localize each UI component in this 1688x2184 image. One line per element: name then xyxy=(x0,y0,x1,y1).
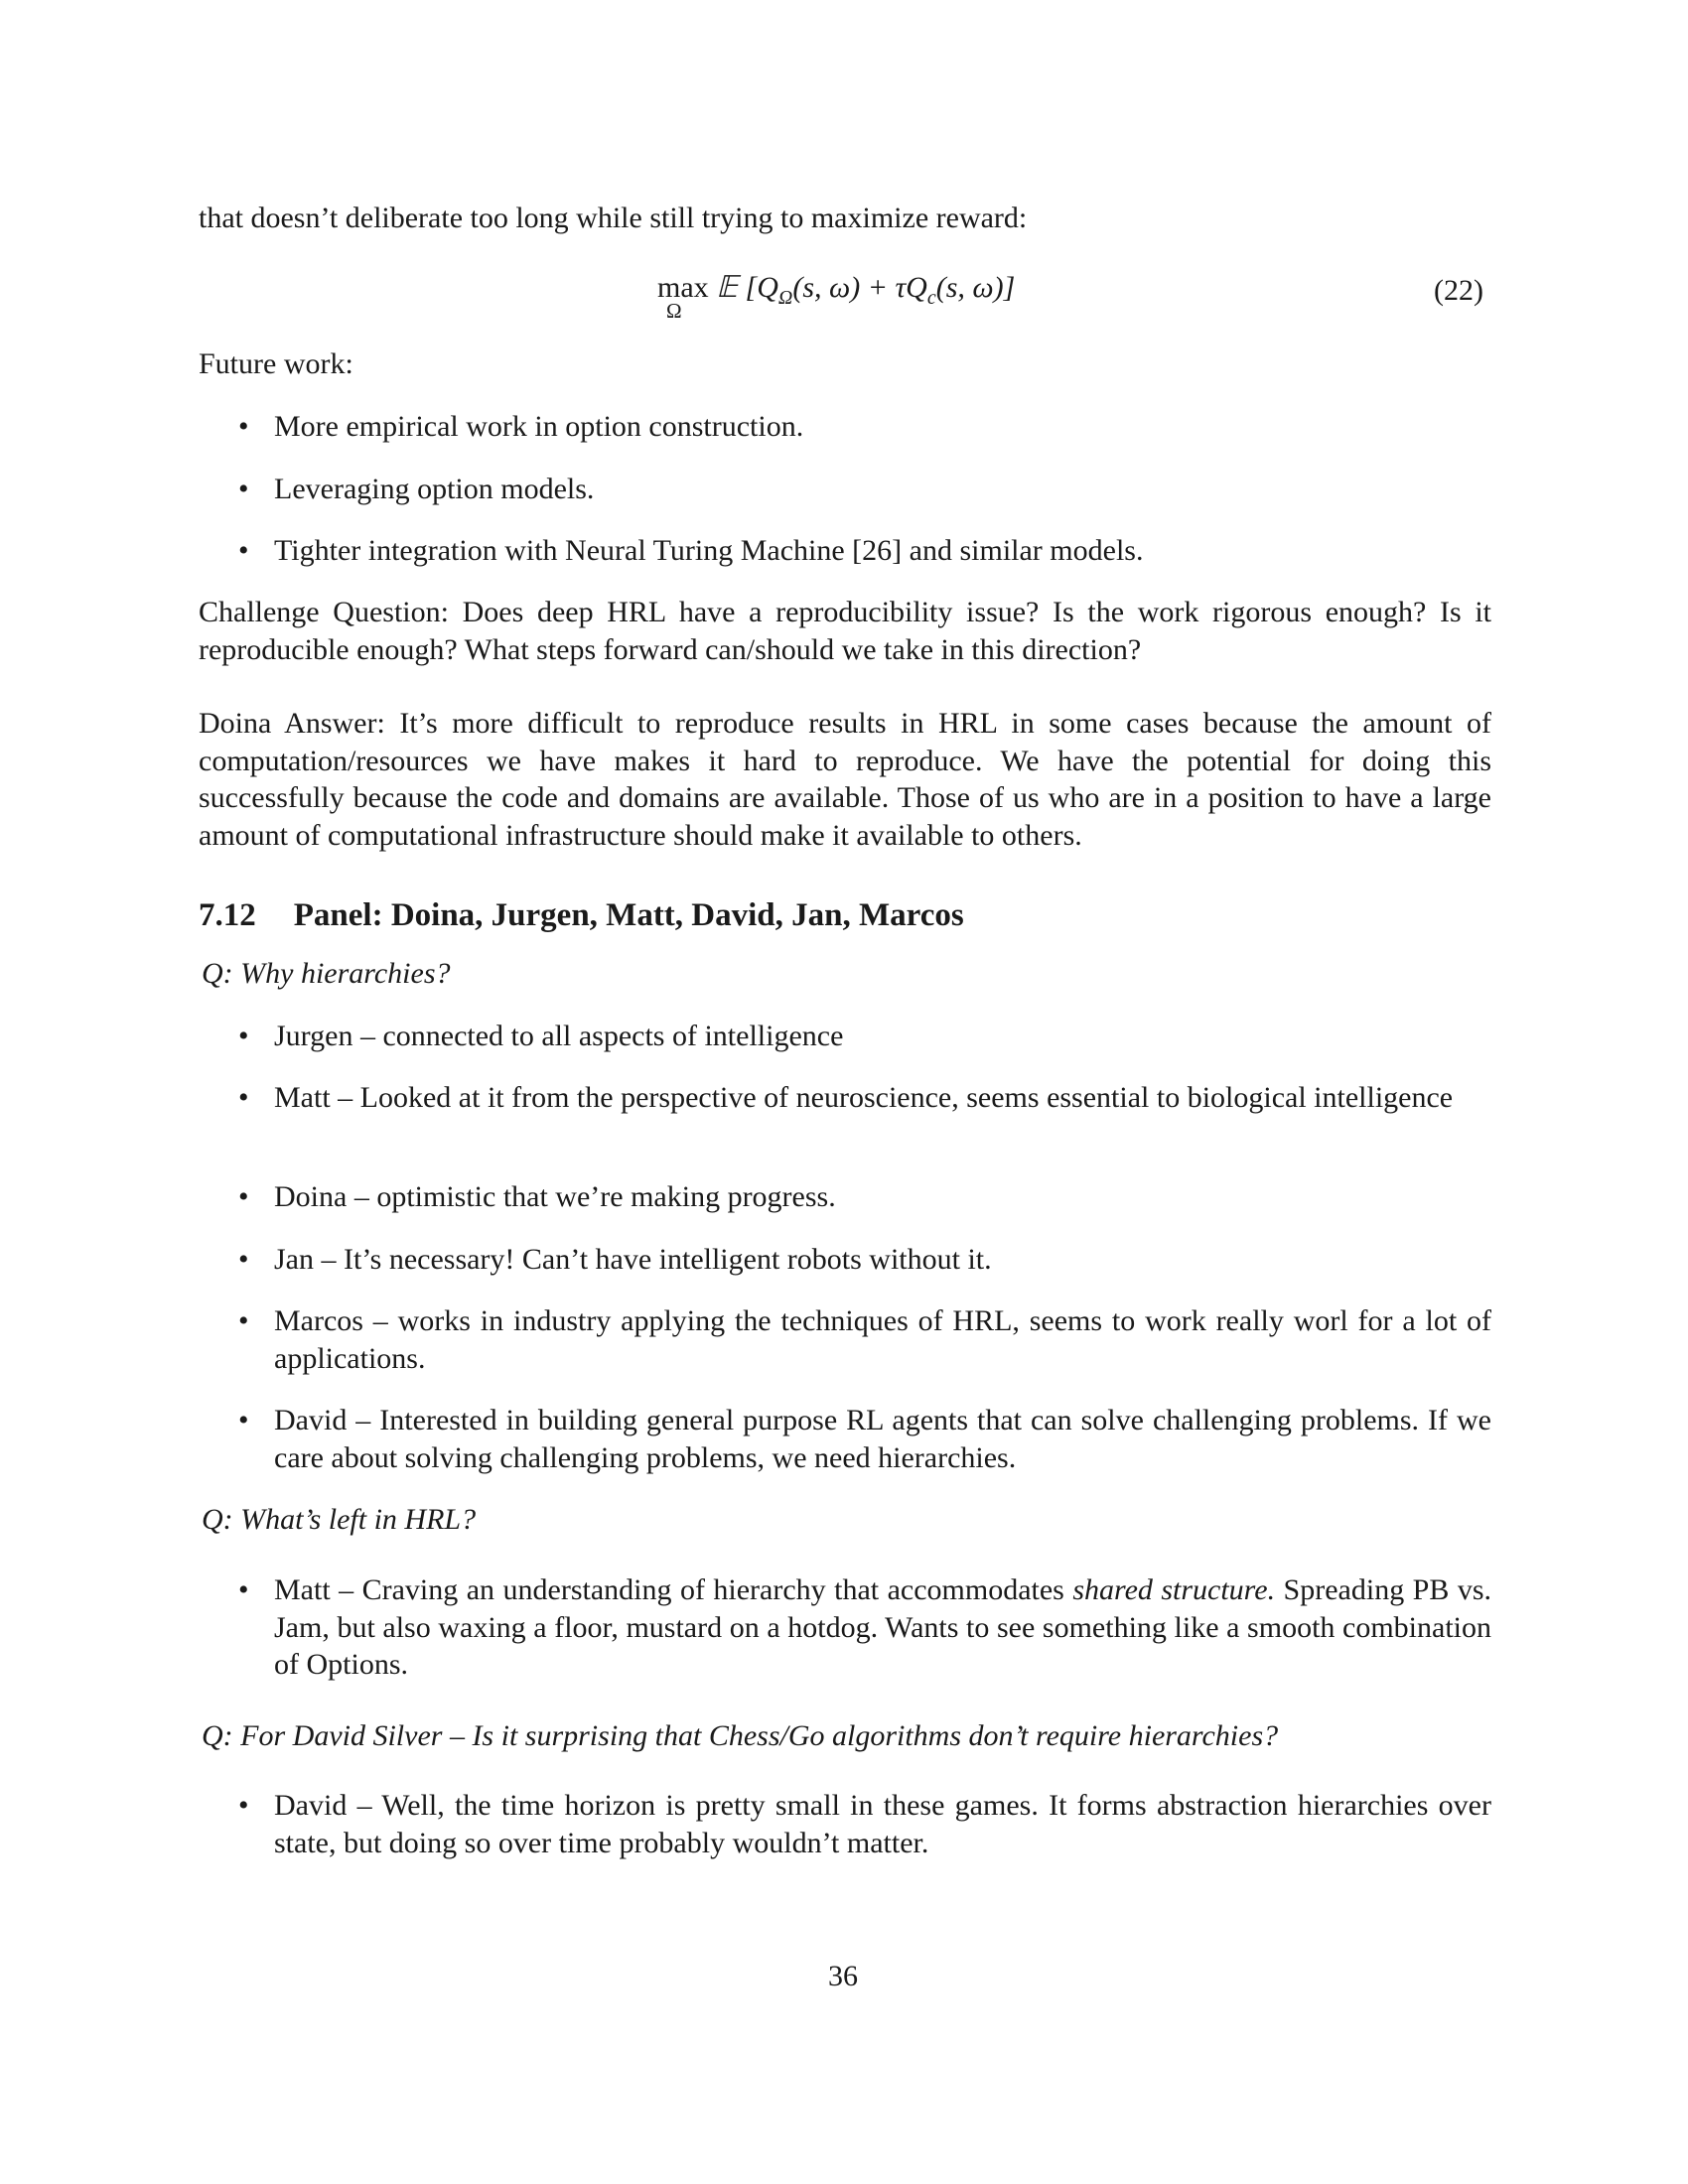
question-whats-left: Q: What’s left in HRL? xyxy=(202,1503,477,1536)
future-work-label: Future work: xyxy=(199,347,353,380)
question-david-silver: Q: For David Silver – Is it surprising that Chess/Go algorithms don’t require hierarchies? xyxy=(202,1719,1279,1752)
list-item-text: Leveraging option models. xyxy=(274,473,595,505)
equation-expectation: 𝔼 [Q xyxy=(716,271,778,304)
list-item-text-after: Spreading PB vs. Jam, but also waxing a floor, mustard on a hotdog. Wants to see something like a smooth combination of Options. xyxy=(274,1573,1492,1681)
bullet-icon: • xyxy=(238,1081,249,1114)
bullet-icon: • xyxy=(238,1304,249,1337)
equation-number: (22) xyxy=(1434,274,1483,307)
list-item-text: David – Interested in building general purpose RL agents that can solve challenging problems. If we care about solving challenging problems, we need hierarchies. xyxy=(274,1404,1491,1474)
emphasis-shared-structure: shared structure. xyxy=(1072,1573,1276,1606)
section-heading xyxy=(199,895,964,935)
list-item-text: Jurgen – connected to all aspects of intelligence xyxy=(274,1020,844,1052)
bullet-icon: • xyxy=(238,1180,249,1213)
bullet-icon: • xyxy=(238,473,249,505)
list-item-text: Doina – optimistic that we’re making progress. xyxy=(274,1180,836,1213)
intro-line: that doesn’t deliberate too long while still trying to maximize reward: xyxy=(199,202,1028,234)
list-item-text: Jan – It’s necessary! Can’t have intelligent robots without it. xyxy=(274,1243,992,1276)
bullet-icon: • xyxy=(238,534,249,567)
list-item-text: Tighter integration with Neural Turing Machine [26] and similar models. xyxy=(274,534,1144,567)
bullet-icon: • xyxy=(238,1404,249,1436)
challenge-question: Challenge Question: Does deep HRL have a reproducibility issue? Is the work rigorous enough? Is it reproducible enough? What steps forward can/should we take in this direction? xyxy=(199,596,1491,666)
list-item-text: Matt – Looked at it from the perspective of neuroscience, seems essential to biological intelligence xyxy=(274,1081,1454,1114)
equation-end: (s, ω)] xyxy=(935,271,1016,304)
bullet-icon: • xyxy=(238,1243,249,1276)
page-number: 36 xyxy=(828,1960,858,1992)
list-item-text-before: Matt – Craving an understanding of hierarchy that accommodates xyxy=(274,1573,1073,1606)
section-number: 7.12 xyxy=(199,897,256,933)
list-item-text: Marcos – works in industry applying the techniques of HRL, seems to work really worl for a lot of applications. xyxy=(274,1304,1491,1375)
question-why-hierarchies: Q: Why hierarchies? xyxy=(202,957,451,990)
equation-sub-c: c xyxy=(926,287,936,309)
bullet-icon: • xyxy=(238,1789,249,1822)
equation-sub-omega: Ω xyxy=(777,287,793,309)
bullet-icon: • xyxy=(238,410,249,443)
list-item-text: More empirical work in option construction. xyxy=(274,410,804,443)
list-item-text xyxy=(274,1571,1491,1684)
doina-answer: Doina Answer: It’s more difficult to reproduce results in HRL in some cases because the amount of computation/resources we have makes it hard to reproduce. We have the potential for doing this successfully because the code and domains are available. Those of us who are in a position to have a large amount of computational infrastructure should make it available to others. xyxy=(199,707,1491,852)
bullet-icon: • xyxy=(238,1020,249,1052)
equation-mid: (s, ω) + τQ xyxy=(792,271,927,304)
list-item-text: David – Well, the time horizon is pretty small in these games. It forms abstraction hierarchies over state, but doing so over time probably wouldn’t matter. xyxy=(274,1789,1491,1859)
bullet-icon: • xyxy=(238,1573,249,1606)
section-title: Panel: Doina, Jurgen, Matt, David, Jan, Marcos xyxy=(293,897,964,933)
equation-max: max xyxy=(657,271,709,304)
equation-max-subscript: Ω xyxy=(666,299,682,323)
equation xyxy=(657,270,1016,323)
